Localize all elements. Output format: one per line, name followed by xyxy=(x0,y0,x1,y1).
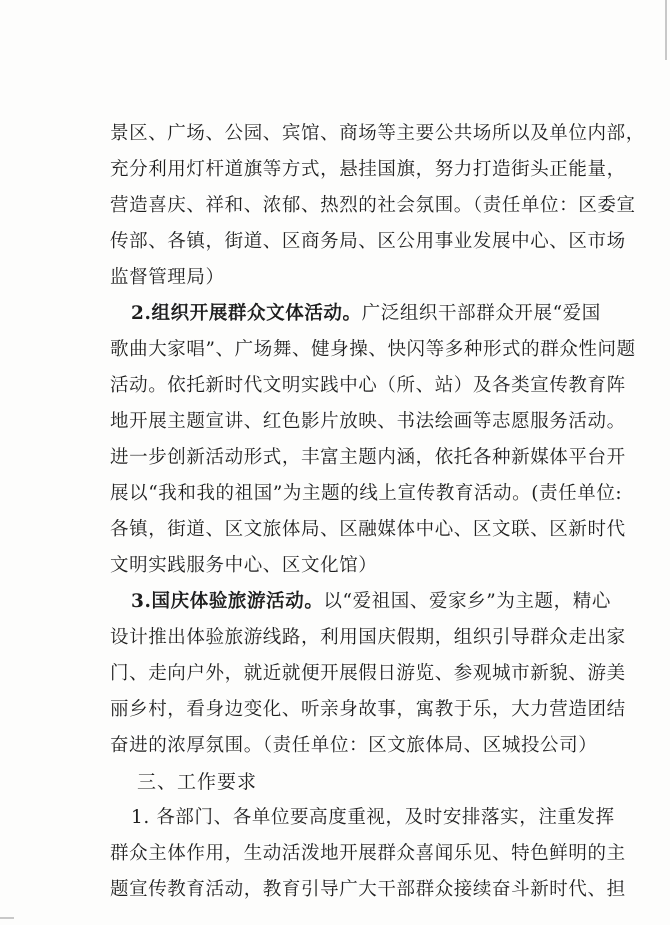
paragraph-line: 进一步创新活动形式，丰富主题内涵，依托各种新媒体平台开 xyxy=(110,447,626,468)
section-heading: 三、工作要求 xyxy=(137,771,258,793)
paragraph-first-line xyxy=(131,587,611,617)
scan-edge-mark xyxy=(0,917,14,919)
paragraph-line: 文明实践服务中心、区文化馆） xyxy=(110,555,378,576)
item-title: 3.国庆体验旅游活动。 xyxy=(131,591,324,612)
item-text: 以“爱祖国、爱家乡”为主题，精心 xyxy=(323,591,611,612)
paragraph-line: 活动。依托新时代文明实践中心（所、站）及各类宣传教育阵 xyxy=(110,375,626,396)
item-title: 2.组织开展群众文体活动。 xyxy=(131,303,362,324)
scan-edge-mark xyxy=(665,0,667,60)
paragraph-line: 地开展主题宣讲、红色影片放映、书法绘画等志愿服务活动。 xyxy=(110,411,626,432)
paragraph-line: 设计推出体验旅游线路，利用国庆假期，组织引导群众走出家 xyxy=(110,627,626,648)
paragraph-line: 各镇，街道、区文旅体局、区融媒体中心、区文联、区新时代 xyxy=(110,519,626,540)
paragraph-line: 奋进的浓厚氛围。（责任单位：区文旅体局、区城投公司） xyxy=(110,735,598,756)
paragraph-line: 题宣传教育活动，教育引导广大干部群众接续奋斗新时代、担 xyxy=(110,879,626,900)
paragraph-line: 展以“我和我的祖国”为主题的线上宣传教育活动。(责任单位: xyxy=(110,483,623,504)
paragraph-line: 营造喜庆、祥和、浓郁、热烈的社会氛围。（责任单位：区委宣 xyxy=(110,195,636,216)
paragraph-line: 充分利用灯杆道旗等方式，悬挂国旗，努力打造街头正能量， xyxy=(110,159,626,180)
paragraph-line: 门、走向户外，就近就便开展假日游览、参观城市新貌、游美 xyxy=(110,663,626,684)
paragraph-first-line: 1. 各部门、各单位要高度重视，及时安排落实，注重发挥 xyxy=(131,807,615,828)
paragraph-line: 监督管理局） xyxy=(110,267,225,288)
paragraph-line: 群众主体作用，生动活泼地开展群众喜闻乐见、特色鲜明的主 xyxy=(110,843,626,864)
paragraph-line: 歌曲大家唱”、广场舞、健身操、快闪等多种形式的群众性问题 xyxy=(110,339,636,360)
item-text: 广泛组织干部群众开展“爱国 xyxy=(361,303,601,324)
paragraph-line: 传部、各镇，街道、区商务局、区公用事业发展中心、区市场 xyxy=(110,231,626,252)
paragraph-first-line xyxy=(131,299,602,329)
paragraph-line: 景区、广场、公园、宾馆、商场等主要公共场所以及单位内部， xyxy=(110,123,645,144)
paragraph-line: 丽乡村，看身边变化、听亲身故事，寓教于乐，大力营造团结 xyxy=(110,699,626,720)
